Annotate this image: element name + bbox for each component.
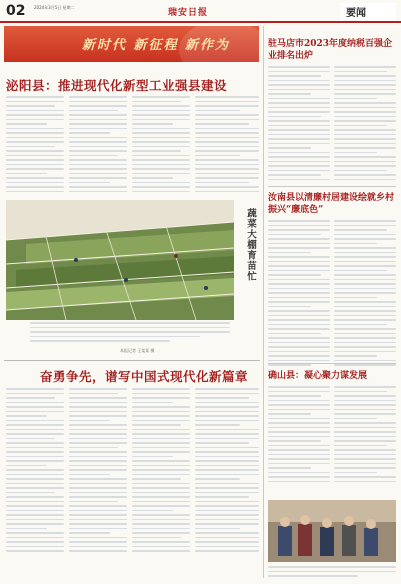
main-article-column-3 [132, 96, 190, 192]
section-label: 要闻 [346, 8, 366, 19]
header-rule [0, 21, 401, 23]
main-article-column-2 [69, 96, 127, 192]
right-article-3-column-1 [268, 386, 330, 482]
greenhouse-image [6, 200, 234, 320]
meeting-image [268, 500, 396, 562]
meeting-photo-caption [268, 566, 396, 577]
right-article-1-column-2 [334, 66, 396, 180]
right-headline-3[interactable]: 确山县：凝心聚力谋发展 [268, 371, 368, 381]
photo-vertical-caption: 蔬菜大棚育苗忙 [245, 208, 256, 282]
page-number: 02 [6, 3, 26, 19]
right-divider-1 [268, 186, 396, 187]
second-article-column-1 [6, 388, 64, 552]
second-headline[interactable]: 奋勇争先，谱写中国式现代化新篇章 [40, 369, 249, 384]
topic-banner [4, 26, 259, 62]
right-article-3-column-2 [334, 386, 396, 482]
main-headline[interactable]: 泌阳县：推进现代化新型工业强县建设 [6, 78, 228, 93]
right-headline-2[interactable]: 汝南县以清廉村居建设绘就乡村振兴“廉底色” [268, 193, 395, 215]
right-article-1-column-1 [268, 66, 330, 180]
second-article-column-4 [195, 388, 259, 552]
meeting-photo [268, 500, 396, 562]
photo-caption [30, 322, 230, 342]
right-headline-1[interactable]: 驻马店市2023年度纳税百强企业排名出炉 [268, 39, 393, 61]
right-article-2-column-1 [268, 220, 330, 366]
photo-credit: 本报记者 王某某 摄 [120, 348, 155, 353]
main-article-column-1 [6, 96, 64, 192]
column-rule [263, 26, 264, 578]
right-divider-2 [268, 363, 396, 364]
right-article-2-column-2 [334, 220, 396, 366]
main-article-column-4 [195, 96, 259, 192]
section-divider [4, 360, 260, 361]
masthead: 瑞安日报 [168, 8, 209, 18]
dateline: 2024年3月5日 星期二 [34, 5, 75, 10]
second-article-column-3 [132, 388, 190, 552]
second-article-column-2 [69, 388, 127, 552]
banner-text: 新时代 新征程 新作为 [82, 38, 231, 53]
greenhouse-photo [6, 200, 234, 320]
